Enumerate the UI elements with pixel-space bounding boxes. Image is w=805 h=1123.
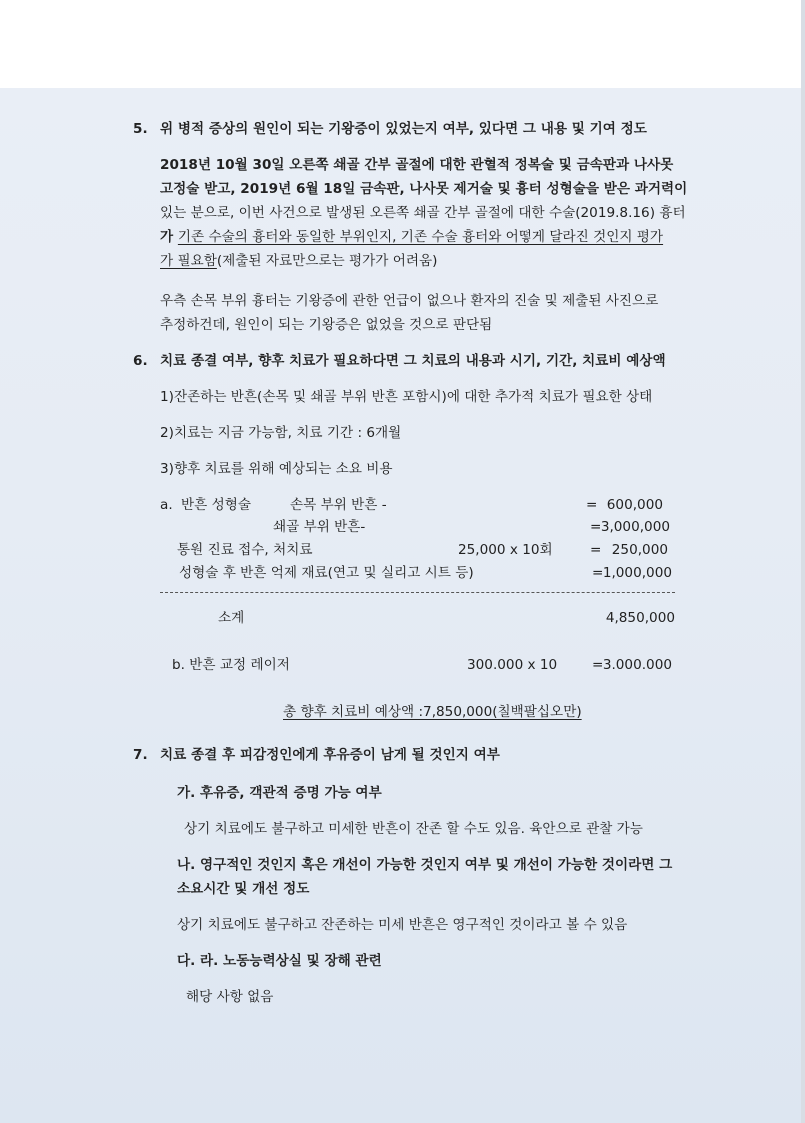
dashed-divider	[160, 592, 675, 593]
cost-row-3-eq: =	[590, 542, 602, 558]
subsection-na-title: 나. 영구적인 것인지 혹은 개선이 가능한 것인지 여부 및 개선이 가능한 것이라면 그	[177, 857, 673, 873]
subsection-na-text: 상기 치료에도 불구하고 잔존하는 미세 반흔은 영구적인 것이라고 볼 수 있음	[177, 917, 628, 933]
scan-edge	[801, 0, 805, 1123]
section-5-text-line	[160, 228, 663, 246]
underlined-text: 기존 수술의 흉터와 동일한 부위인지, 기존 수술 흉터와 어떻게 달라진 것인지 평가	[177, 229, 664, 245]
section-5-text-line	[160, 252, 437, 270]
text-fragment: (제출된 자료만으로는 평가가 어려움)	[216, 253, 438, 269]
cost-row-2-amount: 3,000,000	[600, 519, 670, 535]
subsection-ga-title: 가. 후유증, 객관적 증명 가능 여부	[177, 785, 382, 801]
total-estimate: 총 향후 치료비 예상액 :7,850,000(칠백팔십오만)	[283, 704, 582, 720]
subsection-da-title: 다. 라. 노동능력상실 및 장해 관련	[177, 953, 382, 969]
section-6-item-2: 2)치료는 지금 가능함, 치료 기간 : 6개월	[160, 425, 402, 441]
cost-row-2-desc: 쇄골 부위 반흔-	[273, 519, 366, 535]
cost-a-label: a.	[160, 497, 173, 513]
section-7-title: 치료 종결 후 피감정인에게 후유증이 남게 될 것인지 여부	[160, 747, 500, 763]
cost-row-4-desc: 성형술 후 반흔 억제 재료(연고 및 실리고 시트 등)	[179, 565, 474, 581]
section-5-text-line: 고정술 받고, 2019년 6월 18일 금속판, 나사못 제거술 및 흉터 성형술을 받은 과거력이	[160, 181, 688, 197]
cost-row-1-amount: 600,000	[606, 497, 663, 513]
text-fragment: 가	[160, 229, 178, 245]
section-5-text-line: 있는 분으로, 이번 사건으로 발생된 오른쪽 쇄골 간부 골절에 대한 수술(2019.8.16) 흉터	[160, 205, 686, 221]
section-6-number: 6.	[133, 353, 148, 369]
section-7-number: 7.	[133, 747, 148, 763]
cost-row-1-eq: =	[586, 497, 598, 513]
cost-row-3-calc: 25,000 x 10회	[458, 542, 553, 558]
section-5-paragraph-line: 우측 손목 부위 흉터는 기왕증에 관한 언급이 없으나 환자의 진술 및 제출된 사진으로	[160, 293, 659, 309]
cost-row-2-eq: =	[590, 519, 602, 535]
cost-b-calc: 300.000 x 10	[467, 657, 558, 673]
section-5-paragraph-line: 추정하건데, 원인이 되는 기왕증은 없었을 것으로 판단됨	[160, 317, 493, 333]
subtotal-label: 소계	[218, 610, 245, 626]
subsection-da-text: 해당 사항 없음	[186, 989, 274, 1005]
cost-row-4-eq: =	[592, 565, 604, 581]
cost-row-3-amount: 250,000	[611, 542, 668, 558]
cost-b-label: b. 반흔 교정 레이저	[172, 657, 290, 673]
section-6-item-3: 3)향후 치료를 위해 예상되는 소요 비용	[160, 461, 393, 477]
section-6-item-1: 1)잔존하는 반흔(손목 및 쇄골 부위 반흔 포함시)에 대한 추가적 치료가 필요한 상태	[160, 389, 653, 405]
section-5-title: 위 병적 증상의 원인이 되는 기왕증이 있었는지 여부, 있다면 그 내용 및 기여 정도	[160, 121, 647, 137]
section-5-text-line: 2018년 10월 30일 오른쪽 쇄골 간부 골절에 대한 관혈적 정복술 및 금속판과 나사못	[160, 157, 674, 173]
cost-row-1-desc: 손목 부위 반흔 -	[290, 497, 387, 513]
subsection-na-title-cont: 소요시간 및 개선 정도	[177, 881, 310, 897]
cost-b-amount: 3.000.000	[602, 657, 672, 673]
subsection-ga-text: 상기 치료에도 불구하고 미세한 반흔이 잔존 할 수도 있음. 육안으로 관찰 가능	[184, 821, 643, 837]
subtotal-amount: 4,850,000	[605, 610, 675, 626]
cost-a-item: 반흔 성형술	[181, 497, 251, 513]
underlined-text: 가 필요함	[160, 253, 217, 269]
cost-b-eq: =	[592, 657, 604, 673]
section-6-title: 치료 종결 여부, 향후 치료가 필요하다면 그 치료의 내용과 시기, 기간, 치료비 예상액	[160, 353, 666, 369]
cost-row-3-desc: 통원 진료 접수, 처치료	[177, 542, 313, 558]
section-5-number: 5.	[133, 121, 148, 137]
cost-row-4-amount: 1,000,000	[602, 565, 672, 581]
